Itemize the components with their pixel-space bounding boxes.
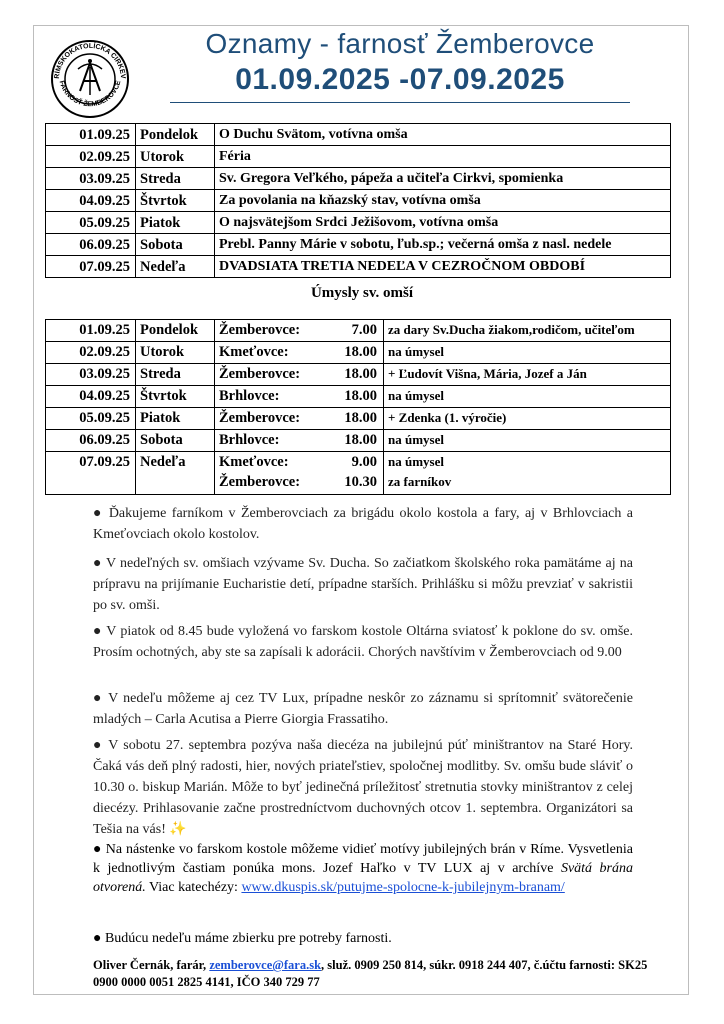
cell-date: 06.09.25 xyxy=(46,234,136,256)
table-row xyxy=(46,190,671,212)
cell-place-time xyxy=(215,408,384,430)
cell-date: 06.09.25 xyxy=(46,430,136,452)
table-row xyxy=(46,124,671,146)
contact-details: , služ. 0909 250 814, súkr. 0918 244 407, č.účtu farnosti: SK25 0900 0000 0051 2825 4141, IČO 340 729 77 xyxy=(93,958,648,989)
masses-heading: Úmysly sv. omší xyxy=(310,285,414,301)
table-row xyxy=(46,256,671,278)
place-label: Kmeťovce: xyxy=(219,454,289,470)
page-title: Oznamy - farnosť Žemberovce xyxy=(205,28,595,59)
intention-line: na úmysel xyxy=(388,454,444,469)
announcement-text: ● Na nástenke vo farskom kostole môžeme vidieť motívy jubilejných brán v Ríme. Vysvetlenia k jednotlivým častiam ponúka mons. Jozef Haľko v TV LUX aj v archíve xyxy=(93,842,633,876)
cell-day: Sobota xyxy=(136,234,215,256)
cell-date: 05.09.25 xyxy=(46,408,136,430)
mass-time: 9.00 xyxy=(351,454,377,470)
cell-intention: na úmysel xyxy=(384,342,671,364)
cell-day: Štvrtok xyxy=(136,386,215,408)
cell-date: 07.09.25 xyxy=(46,256,136,278)
parish-seal-icon xyxy=(50,39,130,119)
place-label: Žemberovce: xyxy=(219,322,301,338)
place-label: Brhlovce: xyxy=(219,432,280,448)
cell-date: 05.09.25 xyxy=(46,212,136,234)
liturgical-calendar-table xyxy=(45,123,671,278)
pastor-name: Oliver Černák, farár, xyxy=(93,958,207,972)
email-link[interactable]: zemberovce@fara.sk xyxy=(209,958,322,972)
cell-description: O najsvätejšom Srdci Ježišovom, votívna omša xyxy=(215,212,671,234)
table-row xyxy=(46,146,671,168)
cell-day: Štvrtok xyxy=(136,190,215,212)
cell-intention: za dary Sv.Ducha žiakom,rodičom, učiteľom xyxy=(384,320,671,342)
cell-description: Sv. Gregora Veľkého, pápeža a učiteľa Cirkvi, spomienka xyxy=(215,168,671,190)
cell-day: Piatok xyxy=(136,408,215,430)
cell-place-time xyxy=(215,342,384,364)
table-row xyxy=(46,408,671,430)
cell-day: Utorok xyxy=(136,342,215,364)
mass-time: 18.00 xyxy=(344,410,377,426)
cell-description: Féria xyxy=(215,146,671,168)
footer-contact xyxy=(93,957,673,991)
mass-time: 18.00 xyxy=(344,344,377,360)
cell-place-time xyxy=(215,364,384,386)
katechezy-link[interactable]: www.dkuspis.sk/putujme-spolocne-k-jubilejnym-branam/ xyxy=(241,880,565,895)
cell-date: 02.09.25 xyxy=(46,146,136,168)
sparkle-icon: ✨ xyxy=(169,822,187,837)
table-row xyxy=(46,386,671,408)
table-row xyxy=(46,430,671,452)
cell-place-time xyxy=(215,320,384,342)
cell-day: Pondelok xyxy=(136,320,215,342)
place-label: Žemberovce: xyxy=(219,410,301,426)
svg-text:RÍMSKOKATOLÍCKA CIRKEV: RÍMSKOKATOLÍCKA CIRKEV xyxy=(53,42,127,80)
title-underline xyxy=(170,102,630,103)
table-row xyxy=(46,234,671,256)
cell-intention: na úmysel xyxy=(384,430,671,452)
svg-text:FARNOSŤ ŽEMBEROVCE: FARNOSŤ ŽEMBEROVCE xyxy=(57,79,123,109)
announcement: ● Budúcu nedeľu máme zbierku pre potreby farnosti. xyxy=(93,931,392,946)
cell-description: Za povolania na kňazský stav, votívna omša xyxy=(215,190,671,212)
cell-intention: + Ľudovít Višna, Mária, Jozef a Ján xyxy=(384,364,671,386)
cell-place-time xyxy=(215,386,384,408)
table-row xyxy=(46,212,671,234)
cell-date: 03.09.25 xyxy=(46,168,136,190)
place-label: Žemberovce: xyxy=(219,366,301,382)
announcement xyxy=(93,840,633,897)
cell-intention: na úmysel xyxy=(384,386,671,408)
cell-intention xyxy=(384,452,671,495)
place-label: Žemberovce: xyxy=(219,474,301,490)
intention-line: za farníkov xyxy=(388,474,452,489)
announcement-text: Viac katechézy: xyxy=(149,880,238,895)
cell-date: 04.09.25 xyxy=(46,190,136,212)
cell-date: 01.09.25 xyxy=(46,124,136,146)
place-label: Kmeťovce: xyxy=(219,344,289,360)
place-label: Brhlovce: xyxy=(219,388,280,404)
cell-date: 03.09.25 xyxy=(46,364,136,386)
cell-date: 02.09.25 xyxy=(46,342,136,364)
cell-day: Streda xyxy=(136,168,215,190)
cell-place-time xyxy=(215,430,384,452)
announcement-text: ● V sobotu 27. septembra pozýva naša diecéza na jubilejnú púť miništrantov na Staré Hory. Čaká vás deň plný radosti, hier, nových priateľstiev, spoločnej modlitby. Sv. omšu bude sláviť o 10.30 o. biskup Marián. Môže to byť jedinečná príležitosť stretnutia stovky miništrantov z celej diecézy. Prihlasovanie začne prostredníctvom duchovných otcov 1. septembra. Organizátori sa Tešia na vás! xyxy=(93,738,633,837)
cell-day: Nedeľa xyxy=(136,256,215,278)
cell-date: 07.09.25 xyxy=(46,452,136,495)
table-row xyxy=(46,168,671,190)
cell-day: Utorok xyxy=(136,146,215,168)
cell-description: DVADSIATA TRETIA NEDEĽA V CEZROČNOM OBDOBÍ xyxy=(215,256,671,278)
announcement-italic-text: Svätá brána otvorená. xyxy=(93,861,634,895)
cell-place-time xyxy=(215,452,384,495)
mass-time: 18.00 xyxy=(344,432,377,448)
cell-intention: + Zdenka (1. výročie) xyxy=(384,408,671,430)
mass-time: 7.00 xyxy=(351,322,377,338)
table-row xyxy=(46,342,671,364)
announcement: ● V nedeľu môžeme aj cez TV Lux, prípadne neskôr zo záznamu si sprítomniť svätorečenie mladých – Carla Acutisa a Pierre Giorgia Frassatiho. xyxy=(93,691,633,727)
cell-day: Streda xyxy=(136,364,215,386)
cell-day: Sobota xyxy=(136,430,215,452)
cell-description: O Duchu Svätom, votívna omša xyxy=(215,124,671,146)
announcement: ● V nedeľných sv. omšiach vzývame Sv. Ducha. So začiatkom školského roka pamätáme aj na prípravu na prijímanie Eucharistie detí, prípadne starších. Prihlášku si môžu prevziať v sakristii po sv. omši. xyxy=(93,556,633,613)
table-row xyxy=(46,320,671,342)
date-range: 01.09.2025 -07.09.2025 xyxy=(235,63,565,96)
cell-date: 01.09.25 xyxy=(46,320,136,342)
mass-time: 10.30 xyxy=(344,474,377,490)
parish-logo xyxy=(50,39,130,119)
cell-description: Prebl. Panny Márie v sobotu, ľub.sp.; večerná omša z nasl. nedele xyxy=(215,234,671,256)
mass-time: 18.00 xyxy=(344,388,377,404)
cell-day: Pondelok xyxy=(136,124,215,146)
cell-date: 04.09.25 xyxy=(46,386,136,408)
announcement: ● Ďakujeme farníkom v Žemberovciach za brigádu okolo kostola a fary, aj v Brhlovciach a Kmeťovciach okolo kostolov. xyxy=(93,506,633,542)
table-row xyxy=(46,452,671,495)
mass-time: 18.00 xyxy=(344,366,377,382)
announcement: ● V piatok od 8.45 bude vyložená vo farskom kostole Oltárna sviatosť k poklone do sv. omše. Prosím ochotných, aby ste sa zapísali k adorácii. Chorých navštívim v Žemberovciach od 9.00 xyxy=(93,624,633,660)
mass-intentions-table xyxy=(45,319,671,495)
table-row xyxy=(46,364,671,386)
announcement xyxy=(93,735,633,840)
cell-day: Nedeľa xyxy=(136,452,215,495)
cell-day: Piatok xyxy=(136,212,215,234)
